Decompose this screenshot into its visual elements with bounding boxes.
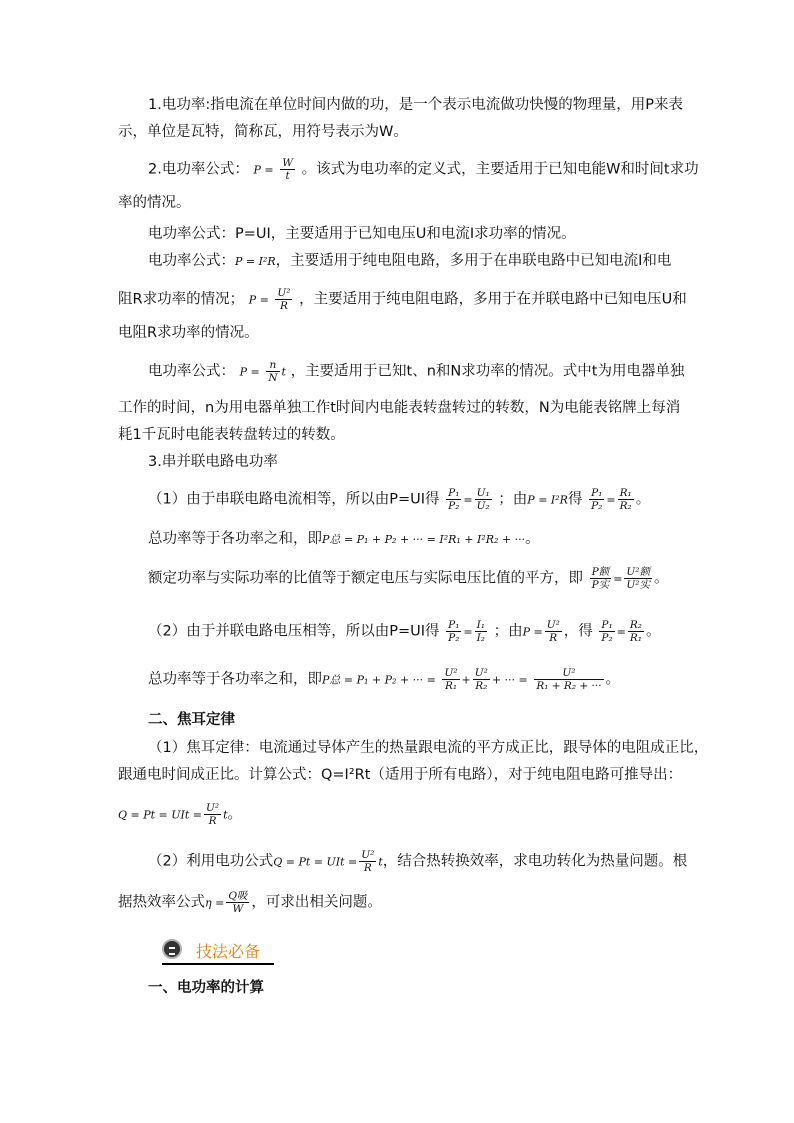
power-calc-heading: 一、电功率的计算: [148, 980, 264, 996]
rated-ratio-line: 额定功率与实际功率的比值等于额定电压与实际电压比值的平方，即 $\frac{\text{P额}}{\text{P实}}$ = $\frac{\text{U²额}}{\text{U²实}}$ 。: [148, 566, 669, 591]
joule-law-heading: 二、焦耳定律: [148, 712, 235, 728]
heat-line1: （2）利用电功公式Q = Pt = UIt = $\frac{\text{U²}}{R}$ t，结合热转换效率，求电功转化为热量问题。根: [148, 849, 688, 874]
p4-line1: 电功率公式：P = I²R，主要适用于纯电阻电路，多用于在串联电路中已知电流I和电: [148, 253, 672, 269]
circle-badge-icon: [162, 939, 182, 959]
p5-line3: 耗1千瓦时电能表转盘转过的转数。: [118, 427, 345, 443]
p1-line2: 示，单位是瓦特，简称瓦，用符号表示为W。: [118, 124, 408, 140]
joule-line2: 跟通电时间成正比。计算公式：Q=I²Rt（适用于所有电路），对于纯电阻电路可推导出：: [118, 767, 683, 783]
p5-line1: 电功率公式： P = $\frac{n}{N}$ t ，主要适用于已知t、n和N求功率的情况。式中t为用电器单独: [148, 359, 685, 384]
parallel-total-line: 总功率等于各功率之和，即P总 = P₁ + P₂ + ··· = $\frac{\text{U²}}{\text{R₁}}$ + $\frac{\text{U²}}{\text{R₂}}$ + ··· = $\frac{\text{U²}}{\text{R₁ + R₂ + ···}}$ 。: [148, 667, 621, 692]
p2-line1: 2.电功率公式： P = $\frac{W}{t}$ 。该式为电功率的定义式，主要适用于已知电能W和时间t求功: [148, 157, 699, 182]
heat-line2: 据热效率公式η = $\frac{\text{Q吸}}{W}$ ，可求出相关问题。: [118, 890, 382, 915]
power-u2r-fraction: $\frac{\text{U²}}{R}$: [277, 287, 291, 312]
skills-underline: [162, 963, 274, 965]
series-parallel-heading: 3.串并联电路电功率: [148, 454, 278, 470]
series-ratio-line: （1）由于串联电路电流相等，所以由P=UI得 $\frac{\text{P₁}}{\text{P₂}}$ = $\frac{\text{U₁}}{\text{U₂}}$ ；由P = I²R得 $\frac{\text{P₁}}{\text{P₂}}$ = $\frac{\text{R₁}}{\text{R₂}}$ 。: [148, 487, 651, 512]
joule-line1: （1）焦耳定律：电流通过导体产生的热量跟电流的平方成正比，跟导体的电阻成正比，: [148, 740, 709, 756]
p5-line2: 工作的时间，n为用电器单独工作t时间内电能表转盘转过的转数，N为电能表铭牌上每消: [118, 400, 681, 416]
power-meter-fraction: $\frac{n}{N}$: [268, 359, 278, 384]
p3-line: 电功率公式：P=UI，主要适用于已知电压U和电流I求功率的情况。: [148, 226, 576, 242]
p1-line1: 1.电功率:指电流在单位时间内做的功，是一个表示电流做功快慢的物理量，用P来表: [148, 97, 683, 113]
skills-section-header: [162, 935, 272, 967]
skills-label: 技法必备: [196, 942, 261, 961]
parallel-ratio-line: （2）由于并联电路电压相等，所以由P=UI得 $\frac{\text{P₁}}{\text{P₂}}$ = $\frac{\text{I₁}}{\text{I₂}}$ ；由P = $\frac{\text{U²}}{R}$ ，得 $\frac{\text{P₁}}{\text{P₂}}$ = $\frac{\text{R₂}}{\text{R₁}}$ 。: [148, 619, 661, 644]
series-total-line: 总功率等于各功率之和，即P总 = P₁ + P₂ + ··· = I²R₁ + I²R₂ + ···。: [148, 531, 540, 547]
p2-line2: 率的情况。: [118, 195, 191, 211]
p4-line3: 电阻R求功率的情况。: [118, 325, 259, 341]
power-definition-fraction: $\frac{W}{t}$: [282, 157, 293, 182]
joule-formula-line: Q = Pt = UIt = $\frac{\text{U²}}{R}$ t。: [118, 802, 242, 827]
p4-line2: 阻R求功率的情况； P = $\frac{\text{U²}}{R}$ ，主要适用于纯电阻电路，多用于在并联电路中已知电压U和: [118, 287, 687, 312]
